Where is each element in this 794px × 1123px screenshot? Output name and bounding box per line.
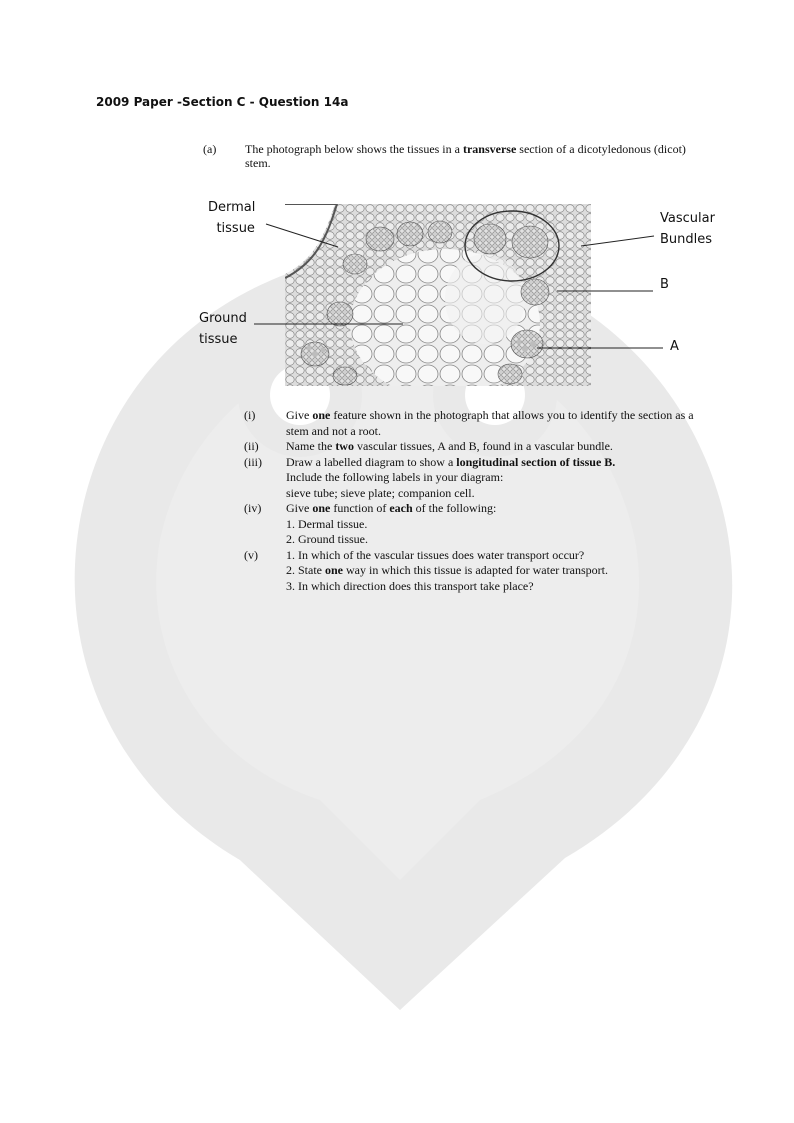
label-ground-line2: tissue	[199, 332, 238, 347]
question-item	[244, 548, 714, 595]
label-dermal-line2: tissue	[216, 221, 255, 236]
question-line	[286, 548, 714, 564]
label-a: A	[670, 339, 679, 354]
question-line	[286, 486, 714, 502]
question-text	[286, 439, 714, 455]
question-number: (iii)	[244, 454, 262, 469]
question-number: (i)	[244, 408, 256, 422]
question-line	[286, 408, 714, 424]
question-list	[244, 408, 714, 594]
question-line	[286, 439, 714, 455]
label-vascular-line2: Bundles	[660, 232, 713, 247]
bold-text: each	[389, 501, 413, 515]
text-run: section of a dicotyledonous (dicot) stem.	[245, 142, 686, 170]
question-item	[244, 455, 714, 502]
question-item	[244, 408, 714, 439]
text-run: function of	[330, 501, 390, 515]
question-item	[244, 439, 714, 455]
label-vascular-line1: Vascular	[660, 211, 715, 226]
question-line	[286, 579, 714, 595]
text-run: vascular tissues, A and B, found in a vascular bundle.	[353, 439, 613, 453]
question-line	[286, 532, 714, 548]
bold-text: transverse	[462, 142, 517, 156]
question-line	[286, 424, 714, 440]
question-number: (iv)	[244, 501, 262, 515]
text-run: sieve tube; sieve plate; companion cell.	[286, 485, 475, 500]
label-ground-tissue	[199, 308, 247, 350]
question-number: (v)	[244, 547, 258, 562]
text-run: 3. In which direction does this transport take place?	[286, 578, 534, 593]
page-header: 2009 Paper -Section C - Question 14a	[96, 95, 349, 109]
text-run: 1. Dermal tissue.	[286, 516, 368, 531]
label-dermal-tissue	[208, 197, 255, 239]
text-run: The photograph below shows the tissues in a	[245, 142, 463, 156]
label-ground-line1: Ground	[199, 311, 247, 326]
text-run: Give	[286, 408, 313, 422]
question-line	[286, 517, 714, 533]
text-run: stem and not a root.	[286, 423, 381, 438]
question-line	[286, 470, 714, 486]
text-run: feature shown in the photograph that allows you to identify the section as a	[330, 408, 694, 422]
text-run: 2. State	[286, 563, 325, 577]
question-text	[286, 408, 714, 439]
text-run: Name the	[286, 439, 336, 453]
question-number: (ii)	[244, 439, 259, 453]
question-line	[286, 455, 714, 471]
text-run: Draw a labelled diagram to show a	[286, 454, 457, 469]
intro-number: (a)	[203, 142, 217, 156]
question-line	[286, 563, 714, 579]
text-run: of the following:	[412, 501, 497, 515]
text-run: Include the following labels in your diagram:	[286, 470, 504, 484]
label-dermal-line1: Dermal	[208, 200, 256, 215]
label-b: B	[660, 277, 669, 292]
question-item	[244, 501, 714, 548]
question-text	[286, 501, 714, 548]
question-text	[286, 548, 714, 595]
question-text	[286, 455, 714, 502]
text-run: Give	[286, 501, 313, 515]
bold-text: one	[312, 501, 331, 515]
text-run: way in which this tissue is adapted for water transport.	[343, 563, 608, 577]
bold-text: two	[335, 439, 354, 453]
text-run: 2. Ground tissue.	[286, 532, 368, 546]
text-run: 1. In which of the vascular tissues does water transport occur?	[286, 547, 585, 562]
question-line	[286, 501, 714, 517]
label-vascular-bundles	[660, 208, 715, 250]
bold-text: longitudinal section of tissue B.	[456, 454, 616, 469]
bold-text: one	[325, 563, 343, 577]
bold-text: one	[312, 408, 331, 422]
